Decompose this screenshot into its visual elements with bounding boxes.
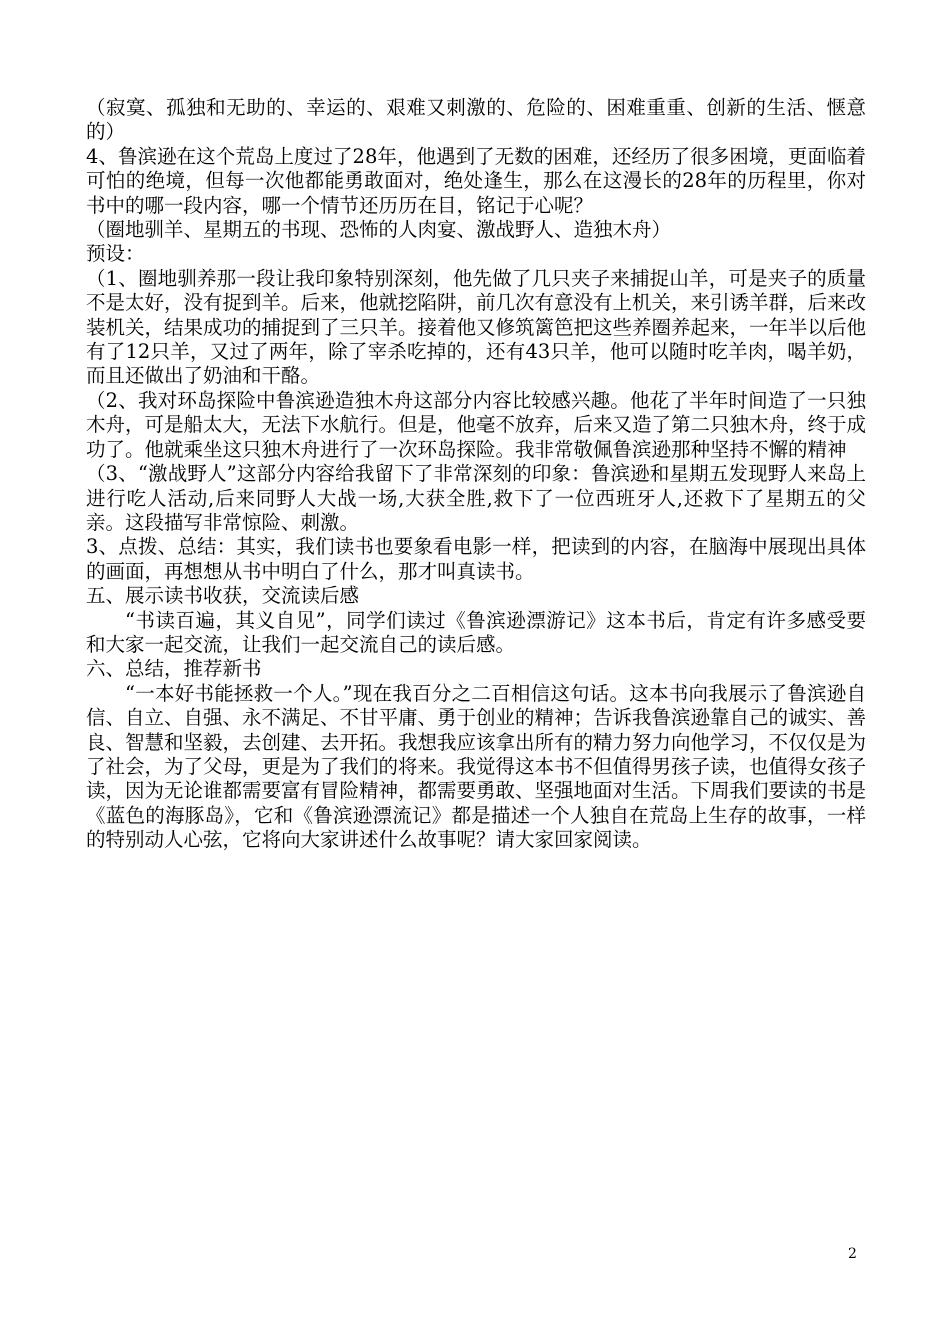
paragraph-section-6-body: “一本好书能拯救一个人。”现在我百分之二百相信这句话。这本书向我展示了鲁滨逊自信、自立、自强、永不满足、不甘平庸、勇于创业的精神；告诉我鲁滨逊靠自己的诚实、善良、智慧和坚毅，去创建、去开拓。我想我应该拿出所有的精力努力向他学习，不仅仅是为了社会，为了父母，更是为了我们的将来。我觉得这本书不但值得男孩子读，也值得女孩子读，因为无论谁都需要富有冒险精神，都需要勇敢、坚强地面对生活。下周我们要读的书是《蓝色的海豚岛》，它和《鲁滨逊漂流记》都是描述一个人独自在荒岛上生存的故事，一样的特别动人心弦，它将向大家讲述什么故事呢？请大家回家阅读。 (86, 681, 867, 852)
section-heading-6: 六、总结，推荐新书 (86, 657, 262, 681)
section-heading-5: 五、展示读书收获，交流读后感 (86, 584, 360, 608)
paragraph-section-5-body: “书读百遍，其义自见”，同学们读过《鲁滨逊漂游记》这本书后，肯定有许多感受要和大家一起交流，让我们一起交流自己的读后感。 (86, 608, 866, 656)
paragraph-preset-1: （1、圈地驯养那一段让我印象特别深刻，他先做了几只夹子来捕捉山羊，可是夹子的质量不是太好，没有捉到羊。后来，他就挖陷阱，前几次有意没有上机关，来引诱羊群，后来改装机关，结果成功的捕捉到了三只羊。接着他又修筑篱笆把这些养圈养起来，一年半以后他有了12只羊，又过了两年，除了宰杀吃掉的，还有43只羊，他可以随时吃羊肉，喝羊奶，而且还做出了奶油和干酪。 (86, 266, 867, 388)
paragraph-adjectives: （寂寞、孤独和无助的、幸运的、艰难又刺激的、危险的、困难重重、创新的生活、惬意的） (86, 96, 866, 144)
page-number: 2 (848, 1246, 857, 1262)
paragraph-summary-3: 3、点拨、总结：其实，我们读书也要象看电影一样，把读到的内容，在脑海中展现出具体的画面，再想想从书中明白了什么，那才叫真读书。 (86, 535, 866, 583)
document-body (86, 96, 866, 853)
paragraph-preset-3: （3、“激战野人”这部分内容给我留下了非常深刻的印象：鲁滨逊和星期五发现野人来岛上进行吃人活动,后来同野人大战一场,大获全胜,救下了一位西班牙人,还救下了星期五的父亲。这段描写非常惊险、刺激。 (86, 462, 866, 534)
paragraph-preset-label: 预设： (86, 242, 145, 266)
paragraph-question-4: 4、鲁滨逊在这个荒岛上度过了28年，他遇到了无数的困难，还经历了很多困境，更面临着可怕的绝境，但每一次他都能勇敢面对，绝处逢生，那么在这漫长的28年的历程里，你对书中的哪一段内容，哪一个情节还历历在目，铭记于心呢？ (86, 144, 866, 217)
paragraph-preset-2: （2、我对环岛探险中鲁滨逊造独木舟这部分内容比较感兴趣。他花了半年时间造了一只独木舟，可是船太大，无法下水航行。但是，他毫不放弃，后来又造了第二只独木舟，终于成功了。他就乘坐这只独木舟进行了一次环岛探险。我非常敬佩鲁滨逊那种坚持不懈的精神 (86, 388, 867, 461)
paragraph-plot-list: （圈地驯羊、星期五的书现、恐怖的人肉宴、激战野人、造独木舟） (86, 218, 672, 242)
